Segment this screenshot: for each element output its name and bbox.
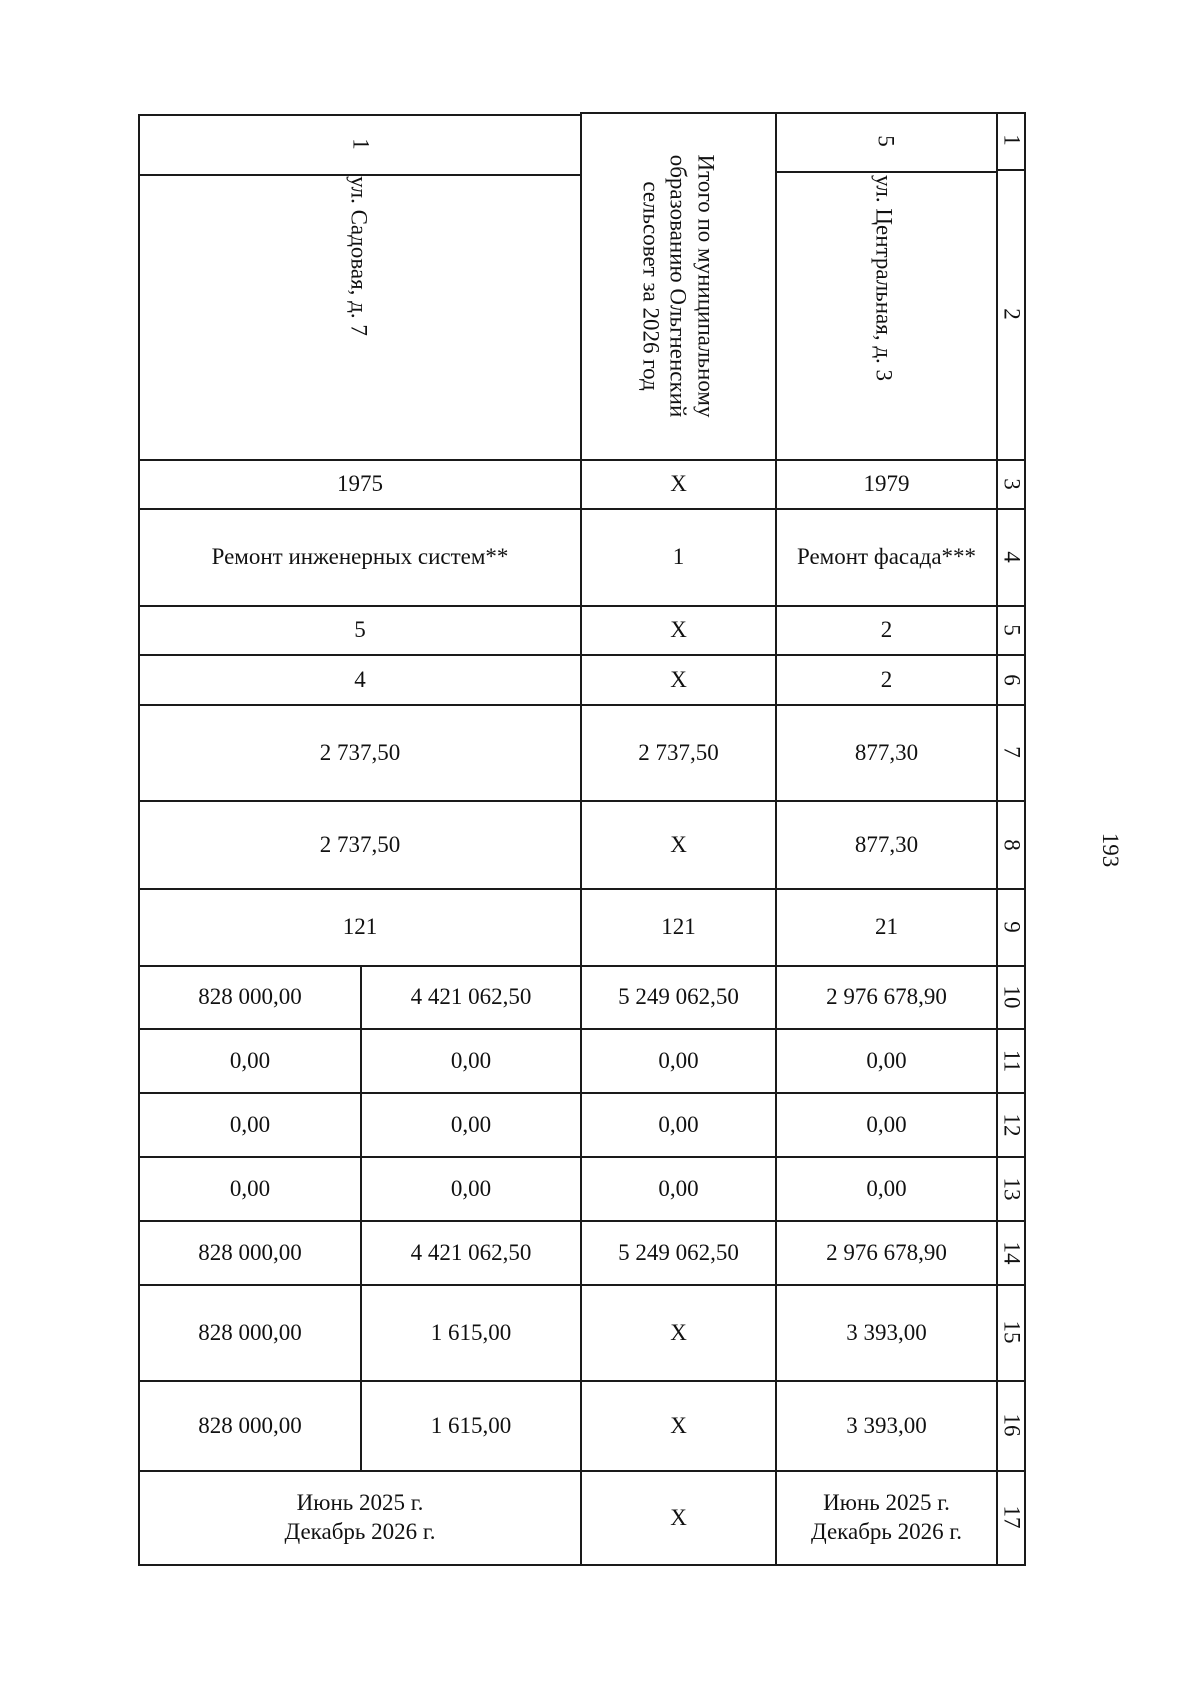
col-number: 10 — [999, 985, 1025, 1009]
cell-right-r16: 3 393,00 — [846, 1412, 927, 1438]
cell-right-r11: 0,00 — [866, 1047, 907, 1073]
table-border-bottom — [138, 1564, 1026, 1566]
left-date-end: Декабрь 2026 г. — [284, 1519, 436, 1544]
cell-total-r16: X — [670, 1412, 687, 1438]
cell-right-year: 1979 — [863, 471, 910, 497]
cell-total-r5: X — [670, 617, 687, 643]
cell-split-b-r11: 0,00 — [450, 1047, 492, 1073]
col-number: 9 — [999, 921, 1025, 933]
header-total-label — [637, 155, 720, 418]
cell-right-r9: 21 — [875, 914, 898, 940]
header-col-number-line — [996, 169, 1026, 171]
cell-total-r15: X — [670, 1319, 687, 1345]
cell-split-b-r13: 0,00 — [450, 1175, 492, 1201]
cell-total-work-type: 1 — [672, 544, 685, 570]
cell-left-r7: 2 737,50 — [319, 739, 401, 765]
col-number: 2 — [999, 308, 1025, 320]
header-left-address: ул. Садовая, д. 7 — [346, 176, 372, 336]
cell-left-work-type: Ремонт инженерных систем** — [211, 544, 509, 570]
cell-split-a-r11: 0,00 — [229, 1047, 271, 1073]
col-number: 15 — [999, 1320, 1025, 1344]
total-label-line-1: Итого по муниципальному — [693, 154, 719, 418]
cell-right-r6: 2 — [880, 666, 893, 692]
cell-right-r13: 0,00 — [866, 1175, 907, 1201]
col-number: 4 — [999, 551, 1025, 563]
cell-split-a-r12: 0,00 — [229, 1111, 271, 1137]
col-number: 13 — [999, 1177, 1025, 1201]
cell-split-b-r10: 4 421 062,50 — [410, 984, 532, 1010]
cell-right-r14: 2 976 678,90 — [826, 1239, 947, 1265]
cell-left-r8: 2 737,50 — [319, 831, 401, 857]
cell-right-r7: 877,30 — [854, 739, 919, 765]
cell-right-r10: 2 976 678,90 — [826, 984, 947, 1010]
cell-right-work-type: Ремонт фасада*** — [796, 544, 977, 570]
header-right-number: 5 — [873, 135, 899, 147]
page-number: 193 — [1098, 832, 1123, 868]
col-number: 12 — [999, 1113, 1025, 1137]
cell-total-r9: 121 — [661, 914, 696, 940]
col-number: 3 — [999, 478, 1025, 490]
cell-total-dates: X — [670, 1504, 687, 1530]
cell-total-r10: 5 249 062,50 — [618, 984, 739, 1010]
cell-left-dates — [140, 1472, 580, 1564]
cell-split-a-r14: 828 000,00 — [198, 1239, 302, 1265]
cell-total-r8: X — [670, 831, 687, 857]
cell-total-r14: 5 249 062,50 — [618, 1239, 739, 1265]
cell-left-r9: 121 — [342, 914, 378, 940]
cell-total-r13: 0,00 — [658, 1175, 699, 1201]
cell-split-b-r14: 4 421 062,50 — [410, 1239, 532, 1265]
col-number: 16 — [999, 1413, 1025, 1437]
cell-split-a-r10: 828 000,00 — [198, 984, 302, 1010]
cell-split-a-r13: 0,00 — [229, 1175, 271, 1201]
cell-right-r5: 2 — [880, 617, 893, 643]
cell-total-r6: X — [670, 666, 687, 692]
total-label-line-2: образованию Ольгненский — [665, 154, 691, 418]
cell-total-r11: 0,00 — [658, 1047, 699, 1073]
cell-left-year: 1975 — [337, 471, 383, 497]
col-number: 11 — [999, 1049, 1025, 1073]
cell-right-r8: 877,30 — [854, 831, 919, 857]
total-label-line-3: сельсовет за 2026 год — [638, 181, 664, 391]
cell-left-r5: 5 — [354, 617, 366, 643]
cell-right-r15: 3 393,00 — [846, 1319, 927, 1345]
table-border-top-left — [138, 114, 580, 116]
cell-total-r7: 2 737,50 — [638, 739, 719, 765]
col-number: 5 — [999, 624, 1025, 636]
header-left-number: 1 — [348, 138, 374, 150]
col-number: 17 — [999, 1505, 1025, 1529]
right-date-start: Июнь 2025 г. — [823, 1490, 950, 1516]
col-number: 8 — [999, 839, 1025, 851]
cell-split-b-r16: 1 615,00 — [430, 1412, 512, 1438]
cell-split-a-r16: 828 000,00 — [198, 1412, 302, 1438]
table-border-top-right — [580, 112, 1026, 114]
cell-total-year: X — [670, 471, 687, 497]
col-number: 14 — [999, 1241, 1025, 1265]
cell-total-r12: 0,00 — [658, 1111, 699, 1137]
cell-split-b-r12: 0,00 — [450, 1111, 492, 1137]
col-number: 6 — [999, 674, 1025, 686]
left-date-start: Июнь 2025 г. — [296, 1490, 424, 1516]
cell-split-a-r15: 828 000,00 — [198, 1319, 302, 1345]
cell-left-r6: 4 — [354, 666, 366, 692]
header-right-address: ул. Центральная, д. 3 — [871, 174, 897, 382]
header-right-number-line — [775, 171, 996, 173]
right-date-end: Декабрь 2026 г. — [811, 1519, 962, 1544]
header-col-number: 1 — [999, 134, 1025, 146]
cell-split-b-r15: 1 615,00 — [430, 1319, 512, 1345]
cell-right-r12: 0,00 — [866, 1111, 907, 1137]
cell-right-dates — [777, 1472, 996, 1564]
col-number: 7 — [999, 746, 1025, 758]
